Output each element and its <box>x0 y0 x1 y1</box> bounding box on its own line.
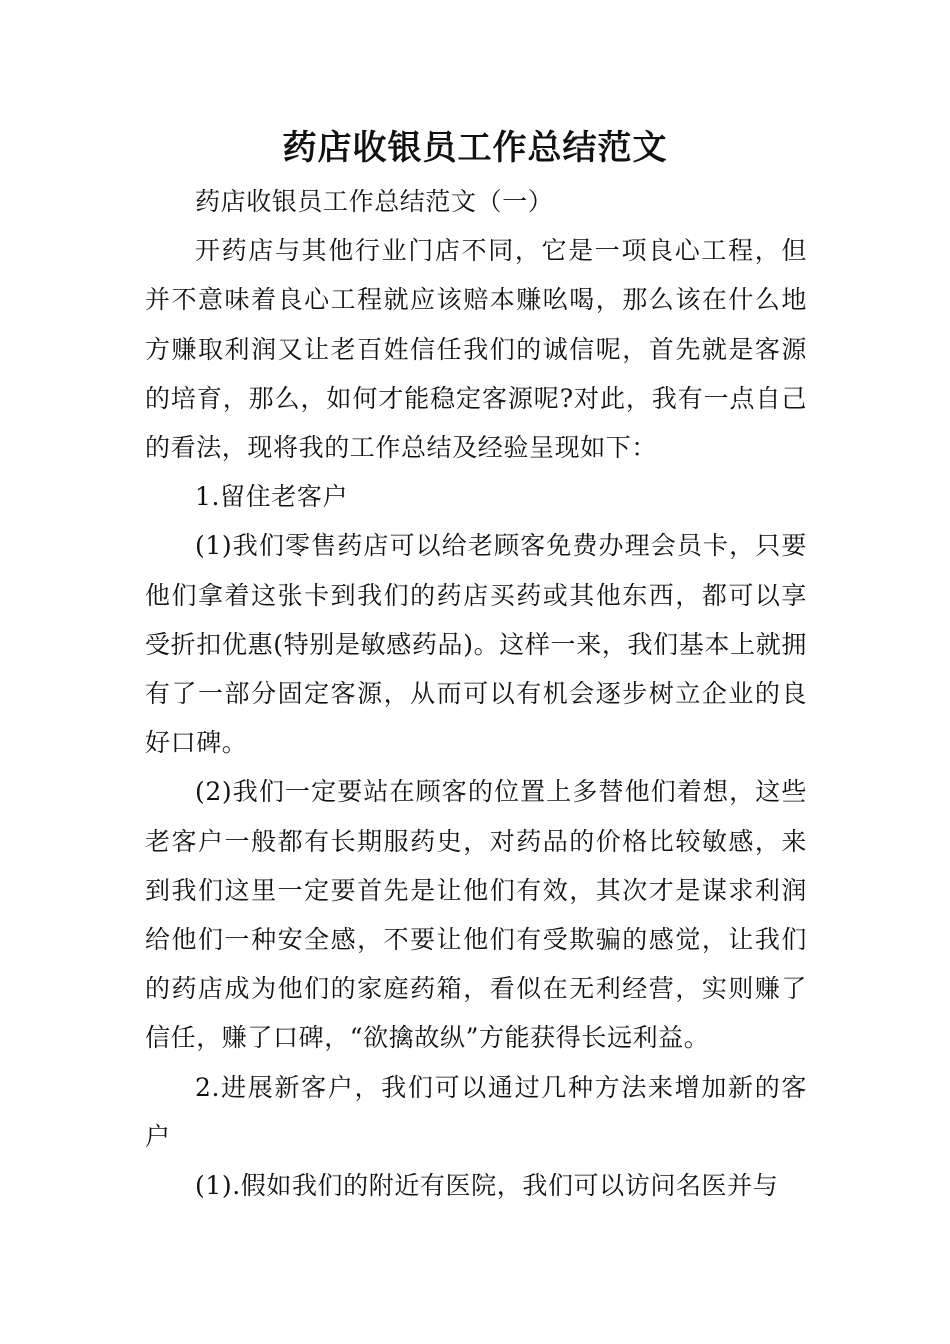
paragraph-item-2-1: (1).假如我们的附近有医院，我们可以访问名医并与 <box>195 1171 779 1201</box>
document-body <box>145 177 807 1210</box>
paragraph-heading-2: 2.进展新客户，我们可以通过几种方法来增加新的客户 <box>145 1072 807 1151</box>
paragraph-heading-1: 1.留住老客户 <box>195 482 349 512</box>
paragraph-intro: 开药店与其他行业门店不同，它是一项良心工程，但并不意味着良心工程就应该赔本赚吆喝，那么该在什么地方赚取利润又让老百姓信任我们的诚信呢，首先就是客源的培育，那么，如何才能稳定客源呢?对此，我有一点自己的看法，现将我的工作总结及经验呈现如下： <box>145 236 807 463</box>
paragraph-item-1-1: (1)我们零售药店可以给老顾客免费办理会员卡，只要他们拿着这张卡到我们的药店买药或其他东西，都可以享受折扣优惠(特别是敏感药品)。这样一来，我们基本上就拥有了一部分固定客源，从而可以有机会逐步树立企业的良好口碑。 <box>145 531 807 758</box>
paragraph-subtitle: 药店收银员工作总结范文（一） <box>195 187 554 216</box>
paragraph-item-1-2: (2)我们一定要站在顾客的位置上多替他们着想，这些老客户一般都有长期服药史，对药品的价格比较敏感，来到我们这里一定要首先是让他们有效，其次才是谋求利润给他们一种安全感，不要让他们有受欺骗的感觉，让我们的药店成为他们的家庭药箱，看似在无利经营，实则赚了信任，赚了口碑，“欲擒故纵”方能获得长远利益。 <box>145 777 807 1053</box>
document-title: 药店收银员工作总结范文 <box>282 128 668 168</box>
